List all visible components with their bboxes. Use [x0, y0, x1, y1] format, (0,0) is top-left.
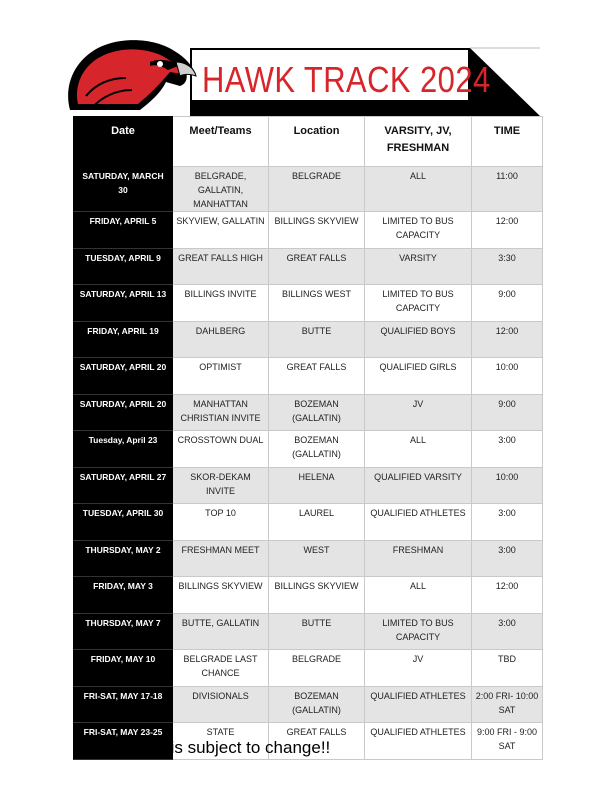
level-cell: JV	[365, 394, 472, 431]
time-cell: 3:00	[472, 613, 543, 650]
level-cell: LIMITED TO BUS CAPACITY	[365, 285, 472, 322]
date-cell: SATURDAY, APRIL 13	[74, 285, 173, 322]
table-row	[74, 248, 543, 285]
meet-cell: BILLINGS SKYVIEW	[173, 577, 269, 614]
location-cell: BELGRADE	[269, 167, 365, 212]
time-cell: 3:00	[472, 540, 543, 577]
location-cell: BILLINGS WEST	[269, 285, 365, 322]
level-cell: VARSITY	[365, 248, 472, 285]
meet-cell: SKYVIEW, GALLATIN	[173, 212, 269, 249]
time-cell: 3:00	[472, 504, 543, 541]
date-cell: TUESDAY, APRIL 9	[74, 248, 173, 285]
date-cell: THURSDAY, MAY 2	[74, 540, 173, 577]
column-header-time: TIME	[472, 117, 543, 167]
table-row	[74, 321, 543, 358]
table-row	[74, 504, 543, 541]
location-cell: BILLINGS SKYVIEW	[269, 577, 365, 614]
table-row	[74, 167, 543, 212]
level-cell: QUALIFIED ATHLETES	[365, 504, 472, 541]
column-header-level: VARSITY, JV, FRESHMAN	[365, 117, 472, 167]
location-cell: GREAT FALLS	[269, 248, 365, 285]
meet-cell: BILLINGS INVITE	[173, 285, 269, 322]
level-cell: QUALIFIED GIRLS	[365, 358, 472, 395]
table-row	[74, 540, 543, 577]
time-cell: 11:00	[472, 167, 543, 212]
level-cell: QUALIFIED ATHLETES	[365, 723, 472, 760]
meet-cell: TOP 10	[173, 504, 269, 541]
table-row	[74, 577, 543, 614]
time-cell: 10:00	[472, 467, 543, 504]
level-cell: FRESHMAN	[365, 540, 472, 577]
date-cell: FRI-SAT, MAY 23-25	[74, 723, 173, 760]
meet-cell: MANHATTAN CHRISTIAN INVITE	[173, 394, 269, 431]
time-cell: 9:00	[472, 285, 543, 322]
date-cell: FRIDAY, APRIL 19	[74, 321, 173, 358]
meet-cell: STATE	[173, 723, 269, 760]
table-row	[74, 212, 543, 249]
time-cell: 3:30	[472, 248, 543, 285]
date-cell: SATURDAY, APRIL 20	[74, 394, 173, 431]
level-cell: QUALIFIED VARSITY	[365, 467, 472, 504]
meet-cell: BELGRADE LAST CHANCE	[173, 650, 269, 687]
table-row	[74, 467, 543, 504]
time-cell: 2:00 FRI- 10:00 SAT	[472, 686, 543, 723]
location-cell: BUTTE	[269, 321, 365, 358]
location-cell: BILLINGS SKYVIEW	[269, 212, 365, 249]
level-cell: LIMITED TO BUS CAPACITY	[365, 613, 472, 650]
table-header-row	[74, 117, 543, 167]
table-row	[74, 285, 543, 322]
level-cell: QUALIFIED ATHLETES	[365, 686, 472, 723]
location-cell: BOZEMAN (GALLATIN)	[269, 686, 365, 723]
meet-cell: BELGRADE, GALLATIN, MANHATTAN	[173, 167, 269, 212]
column-header-date: Date	[74, 117, 173, 167]
column-header-location: Location	[269, 117, 365, 167]
date-cell: Tuesday, April 23	[74, 431, 173, 468]
table-row	[74, 394, 543, 431]
time-cell: 9:00	[472, 394, 543, 431]
level-cell: LIMITED TO BUS CAPACITY	[365, 212, 472, 249]
time-cell: 12:00	[472, 212, 543, 249]
time-cell: TBD	[472, 650, 543, 687]
date-cell: FRI-SAT, MAY 17-18	[74, 686, 173, 723]
level-cell: JV	[365, 650, 472, 687]
meet-cell: CROSSTOWN DUAL	[173, 431, 269, 468]
page-title: HAWK TRACK 2024	[202, 59, 491, 100]
location-cell: BOZEMAN (GALLATIN)	[269, 394, 365, 431]
date-cell: FRIDAY, APRIL 5	[74, 212, 173, 249]
location-cell: WEST	[269, 540, 365, 577]
location-cell: BOZEMAN (GALLATIN)	[269, 431, 365, 468]
meet-cell: SKOR-DEKAM INVITE	[173, 467, 269, 504]
meet-cell: DAHLBERG	[173, 321, 269, 358]
location-cell: HELENA	[269, 467, 365, 504]
date-cell: TUESDAY, APRIL 30	[74, 504, 173, 541]
time-cell: 3:00	[472, 431, 543, 468]
level-cell: ALL	[365, 577, 472, 614]
location-cell: LAUREL	[269, 504, 365, 541]
date-cell: FRIDAY, MAY 10	[74, 650, 173, 687]
date-cell: THURSDAY, MAY 7	[74, 613, 173, 650]
time-cell: 12:00	[472, 321, 543, 358]
meet-cell: GREAT FALLS HIGH	[173, 248, 269, 285]
column-header-meet: Meet/Teams	[173, 117, 269, 167]
table-row	[74, 431, 543, 468]
schedule-table	[73, 116, 543, 760]
location-cell: BELGRADE	[269, 650, 365, 687]
time-cell: 10:00	[472, 358, 543, 395]
meet-cell: BUTTE, GALLATIN	[173, 613, 269, 650]
table-row	[74, 613, 543, 650]
date-cell: FRIDAY, MAY 3	[74, 577, 173, 614]
time-cell: 9:00 FRI - 9:00 SAT	[472, 723, 543, 760]
table-row	[74, 358, 543, 395]
time-cell: 12:00	[472, 577, 543, 614]
table-row	[74, 686, 543, 723]
meet-cell: FRESHMAN MEET	[173, 540, 269, 577]
table-row	[74, 650, 543, 687]
date-cell: SATURDAY, APRIL 20	[74, 358, 173, 395]
meet-cell: DIVISIONALS	[173, 686, 269, 723]
location-cell: GREAT FALLS	[269, 358, 365, 395]
level-cell: QUALIFIED BOYS	[365, 321, 472, 358]
date-cell: SATURDAY, MARCH 30	[74, 167, 173, 212]
level-cell: ALL	[365, 431, 472, 468]
location-cell: GREAT FALLS	[269, 723, 365, 760]
level-cell: ALL	[365, 167, 472, 212]
hawk-head-icon	[68, 40, 196, 110]
meet-cell: OPTIMIST	[173, 358, 269, 395]
footnote: ** Schedule is subject to change!!	[77, 738, 331, 757]
date-cell: SATURDAY, APRIL 27	[74, 467, 173, 504]
location-cell: BUTTE	[269, 613, 365, 650]
